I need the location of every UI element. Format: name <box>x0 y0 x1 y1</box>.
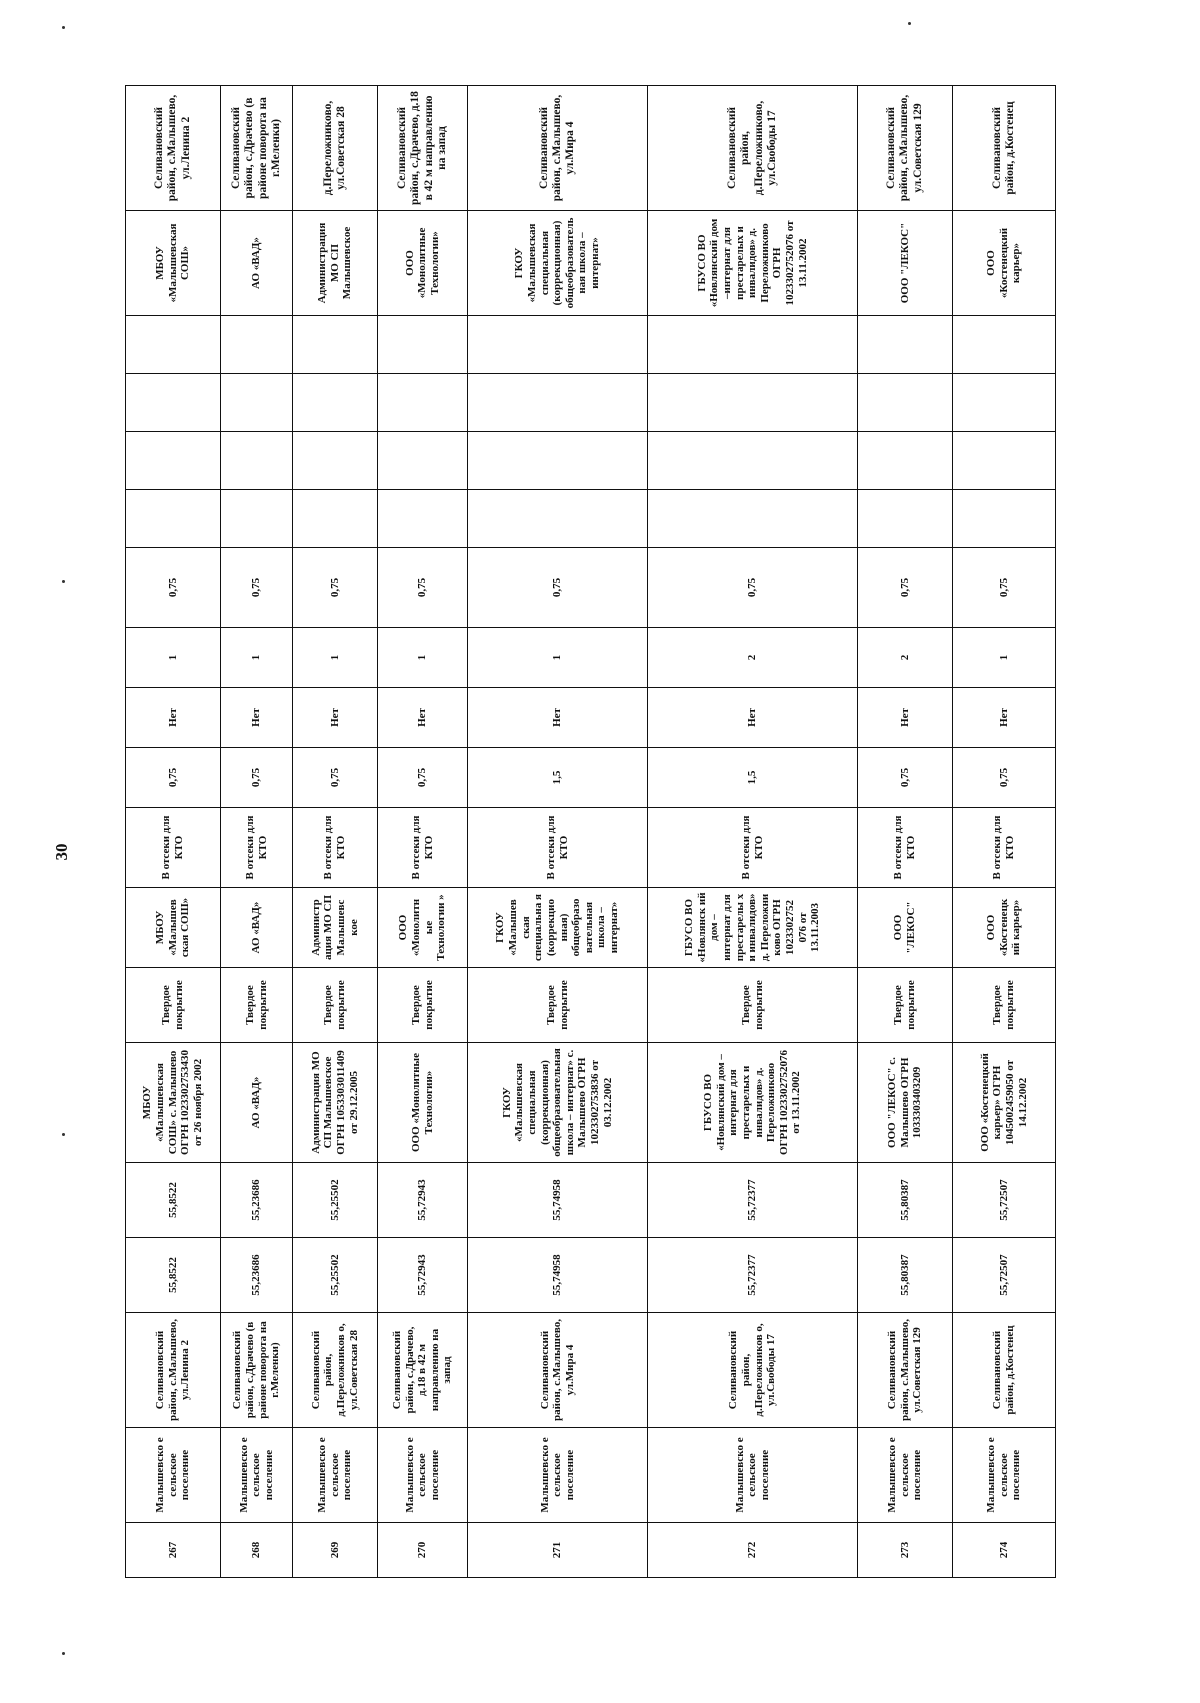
cell-address: Селивановский район, с.Малышево, ул.Советская 129 <box>858 1313 953 1428</box>
cell-owner-short: ГКОУ «Малышев ская специальна я (коррекцио нная) общеобразо вательная школа – интернат» <box>468 888 648 968</box>
cell-volume: 0,75 <box>648 548 858 628</box>
cell-empty <box>126 432 221 490</box>
cell-empty <box>293 374 378 432</box>
cell-owner-full: ГБУСО ВО «Новлянский дом –интернат для престарелых и инвалидов» д. Переложниково ОГРН 1023302752076 от 13.11.2002 <box>648 1043 858 1163</box>
cell-coord-1: 55,8522 <box>126 1238 221 1313</box>
cell-settlement: Малышевско е сельское поселение <box>378 1428 468 1523</box>
cell-owner-short: ООО «Костенецк ий карьер» <box>953 888 1056 968</box>
cell-num: 268 <box>221 1523 293 1578</box>
cell-area: 0,75 <box>221 748 293 808</box>
table-row <box>378 86 468 1578</box>
cell-num: 269 <box>293 1523 378 1578</box>
cell-count: 1 <box>468 628 648 688</box>
cell-count: 1 <box>221 628 293 688</box>
cell-address: Селивановский район, с.Драчево, д.18 в 42 м направлению на запад <box>378 1313 468 1428</box>
cell-org: МБОУ «Малышевская СОШ» <box>126 211 221 316</box>
cell-coord-2: 55,74958 <box>468 1163 648 1238</box>
scan-speck <box>62 1133 65 1136</box>
cell-surface: Твердое покрытие <box>468 968 648 1043</box>
cell-org: Администрация МО СП Малышевское <box>293 211 378 316</box>
cell-shelter: Нет <box>953 688 1056 748</box>
cell-coord-1: 55,72943 <box>378 1238 468 1313</box>
cell-settlement: Малышевско е сельское поселение <box>293 1428 378 1523</box>
cell-owner-full: МБОУ «Малышевская СОШ» с. Малышево ОГРН 1023302753430 от 26 ноября 2002 <box>126 1043 221 1163</box>
cell-waste-type: В отсеки для КТО <box>221 808 293 888</box>
cell-empty <box>293 316 378 374</box>
cell-num: 270 <box>378 1523 468 1578</box>
cell-source: Селивановский район, д.Костенец <box>953 86 1056 211</box>
cell-owner-short: ООО «Монолитн ые Технологии » <box>378 888 468 968</box>
cell-org: ООО «Монолитные Технологии» <box>378 211 468 316</box>
cell-waste-type: В отсеки для КТО <box>648 808 858 888</box>
cell-empty <box>468 490 648 548</box>
cell-owner-short: Администр ация МО СП Малышевс кое <box>293 888 378 968</box>
cell-empty <box>953 316 1056 374</box>
cell-waste-type: В отсеки для КТО <box>953 808 1056 888</box>
cell-volume: 0,75 <box>858 548 953 628</box>
cell-address: Селивановский район, д.Костенец <box>953 1313 1056 1428</box>
scan-speck <box>62 26 65 29</box>
cell-shelter: Нет <box>293 688 378 748</box>
cell-shelter: Нет <box>468 688 648 748</box>
cell-area: 0,75 <box>953 748 1056 808</box>
cell-coord-2: 55,72943 <box>378 1163 468 1238</box>
cell-coord-2: 55,23686 <box>221 1163 293 1238</box>
cell-empty <box>378 374 468 432</box>
table-row <box>858 86 953 1578</box>
cell-owner-short: ООО "ЛЕКОС" <box>858 888 953 968</box>
cell-volume: 0,75 <box>953 548 1056 628</box>
cell-empty <box>858 316 953 374</box>
cell-owner-full: ГКОУ «Малышевская специальная (коррекционная) общеобразовательная школа – интернат» с. Малышево ОГРН 1023302753836 от 03.12.2002 <box>468 1043 648 1163</box>
table-row <box>648 86 858 1578</box>
cell-coord-2: 55,72377 <box>648 1163 858 1238</box>
table-row <box>126 86 221 1578</box>
cell-num: 274 <box>953 1523 1056 1578</box>
cell-empty <box>953 490 1056 548</box>
cell-empty <box>648 432 858 490</box>
cell-address: Селивановский район, д.Переложников о, ул.Свободы 17 <box>648 1313 858 1428</box>
cell-waste-type: В отсеки для КТО <box>858 808 953 888</box>
cell-empty <box>953 432 1056 490</box>
cell-empty <box>221 490 293 548</box>
cell-num: 272 <box>648 1523 858 1578</box>
cell-count: 2 <box>858 628 953 688</box>
cell-area: 0,75 <box>378 748 468 808</box>
cell-source: Селивановский район, д.Переложниково, ул.Свободы 17 <box>648 86 858 211</box>
cell-address: Селивановский район, с.Малышево, ул.Мира 4 <box>468 1313 648 1428</box>
cell-shelter: Нет <box>648 688 858 748</box>
cell-address: Селивановский район, д.Переложников о, ул.Советская 28 <box>293 1313 378 1428</box>
cell-surface: Твердое покрытие <box>126 968 221 1043</box>
table-row <box>468 86 648 1578</box>
cell-owner-short: МБОУ «Малышев ская СОШ» <box>126 888 221 968</box>
cell-owner-short: ГБУСО ВО «Новлянск ий дом – интернат для престарелы х и инвалидов» д. Переложни ково ОГРН 1023302752 076 от 13.11.2003 <box>648 888 858 968</box>
cell-source: д.Переложниково, ул.Советская 28 <box>293 86 378 211</box>
cell-shelter: Нет <box>378 688 468 748</box>
cell-coord-1: 55,23686 <box>221 1238 293 1313</box>
cell-coord-1: 55,80387 <box>858 1238 953 1313</box>
cell-count: 1 <box>378 628 468 688</box>
cell-empty <box>858 374 953 432</box>
cell-volume: 0,75 <box>378 548 468 628</box>
cell-surface: Твердое покрытие <box>221 968 293 1043</box>
cell-empty <box>468 432 648 490</box>
cell-volume: 0,75 <box>468 548 648 628</box>
cell-empty <box>648 490 858 548</box>
cell-surface: Твердое покрытие <box>293 968 378 1043</box>
cell-waste-type: В отсеки для КТО <box>468 808 648 888</box>
cell-area: 0,75 <box>293 748 378 808</box>
cell-area: 0,75 <box>858 748 953 808</box>
cell-surface: Твердое покрытие <box>648 968 858 1043</box>
cell-source: Селивановский район, с.Малышево, ул.Ленина 2 <box>126 86 221 211</box>
page-number: 30 <box>52 843 71 861</box>
cell-empty <box>648 316 858 374</box>
cell-coord-2: 55,80387 <box>858 1163 953 1238</box>
cell-count: 2 <box>648 628 858 688</box>
table-row <box>953 86 1056 1578</box>
cell-empty <box>126 374 221 432</box>
cell-volume: 0,75 <box>293 548 378 628</box>
cell-empty <box>468 316 648 374</box>
cell-org: ГБУСО ВО «Новлянский дом –интернат для престарелых и инвалидов» д. Переложниково ОГРН 1023302752076 от 13.11.2002 <box>648 211 858 316</box>
cell-owner-full: ООО «Костенецкий карьер» ОГРН 1045002459050 от 14.12.2002 <box>953 1043 1056 1163</box>
cell-empty <box>378 490 468 548</box>
cell-coord-1: 55,74958 <box>468 1238 648 1313</box>
cell-settlement: Малышевско е сельское поселение <box>953 1428 1056 1523</box>
cell-count: 1 <box>953 628 1056 688</box>
cell-waste-type: В отсеки для КТО <box>293 808 378 888</box>
waste-sites-table <box>125 85 1056 1578</box>
cell-area: 1,5 <box>648 748 858 808</box>
cell-count: 1 <box>293 628 378 688</box>
cell-empty <box>293 490 378 548</box>
cell-area: 0,75 <box>126 748 221 808</box>
cell-source: Селивановский район, с.Драчево, д.18 в 42 м направлению на запад <box>378 86 468 211</box>
cell-source: Селивановский район, с.Малышево, ул.Советская 129 <box>858 86 953 211</box>
cell-waste-type: В отсеки для КТО <box>378 808 468 888</box>
cell-num: 267 <box>126 1523 221 1578</box>
cell-empty <box>221 316 293 374</box>
cell-surface: Твердое покрытие <box>858 968 953 1043</box>
cell-empty <box>221 374 293 432</box>
cell-empty <box>126 316 221 374</box>
cell-org: ООО «Костенецкий карьер» <box>953 211 1056 316</box>
cell-settlement: Малышевско е сельское поселение <box>221 1428 293 1523</box>
cell-coord-2: 55,25502 <box>293 1163 378 1238</box>
cell-settlement: Малышевско е сельское поселение <box>126 1428 221 1523</box>
cell-settlement: Малышевско е сельское поселение <box>468 1428 648 1523</box>
scan-speck <box>908 22 911 25</box>
cell-source: Селивановский район, с.Малышево, ул.Мира 4 <box>468 86 648 211</box>
cell-owner-short: АО «ВАД» <box>221 888 293 968</box>
cell-empty <box>858 490 953 548</box>
cell-settlement: Малышевско е сельское поселение <box>648 1428 858 1523</box>
cell-volume: 0,75 <box>126 548 221 628</box>
cell-settlement: Малышевско е сельское поселение <box>858 1428 953 1523</box>
table-row <box>221 86 293 1578</box>
cell-empty <box>953 374 1056 432</box>
cell-empty <box>293 432 378 490</box>
scan-speck <box>62 1652 65 1655</box>
cell-volume: 0,75 <box>221 548 293 628</box>
cell-coord-2: 55,72507 <box>953 1163 1056 1238</box>
cell-org: ООО "ЛЕКОС" <box>858 211 953 316</box>
cell-owner-full: АО «ВАД» <box>221 1043 293 1163</box>
cell-org: АО «ВАД» <box>221 211 293 316</box>
cell-waste-type: В отсеки для КТО <box>126 808 221 888</box>
cell-surface: Твердое покрытие <box>953 968 1056 1043</box>
cell-org: ГКОУ «Малышевская специальная (коррекционная) общеобразовательная школа – интернат» <box>468 211 648 316</box>
rotated-table-wrapper <box>125 91 1055 1578</box>
cell-count: 1 <box>126 628 221 688</box>
cell-shelter: Нет <box>858 688 953 748</box>
cell-owner-full: Администрация МО СП Малышевское ОГРН 1053303011409 от 29.12.2005 <box>293 1043 378 1163</box>
cell-coord-1: 55,72507 <box>953 1238 1056 1313</box>
cell-area: 1,5 <box>468 748 648 808</box>
cell-empty <box>378 316 468 374</box>
cell-empty <box>648 374 858 432</box>
cell-empty <box>126 490 221 548</box>
cell-empty <box>221 432 293 490</box>
cell-surface: Твердое покрытие <box>378 968 468 1043</box>
cell-coord-1: 55,25502 <box>293 1238 378 1313</box>
table-row <box>293 86 378 1578</box>
cell-owner-full: ООО "ЛЕКОС" с. Малышево ОГРН 1033303403209 <box>858 1043 953 1163</box>
cell-shelter: Нет <box>221 688 293 748</box>
cell-coord-1: 55,72377 <box>648 1238 858 1313</box>
cell-empty <box>378 432 468 490</box>
cell-address: Селивановский район, с.Малышево, ул.Ленина 2 <box>126 1313 221 1428</box>
cell-empty <box>858 432 953 490</box>
cell-num: 271 <box>468 1523 648 1578</box>
cell-num: 273 <box>858 1523 953 1578</box>
cell-owner-full: ООО «Монолитные Технологии» <box>378 1043 468 1163</box>
cell-coord-2: 55,8522 <box>126 1163 221 1238</box>
scan-speck <box>62 580 65 583</box>
cell-shelter: Нет <box>126 688 221 748</box>
cell-address: Селивановский район, с.Драчево (в районе поворота на г.Меленки) <box>221 1313 293 1428</box>
cell-empty <box>468 374 648 432</box>
cell-source: Селивановский район, с.Драчево (в районе поворота на г.Меленки) <box>221 86 293 211</box>
